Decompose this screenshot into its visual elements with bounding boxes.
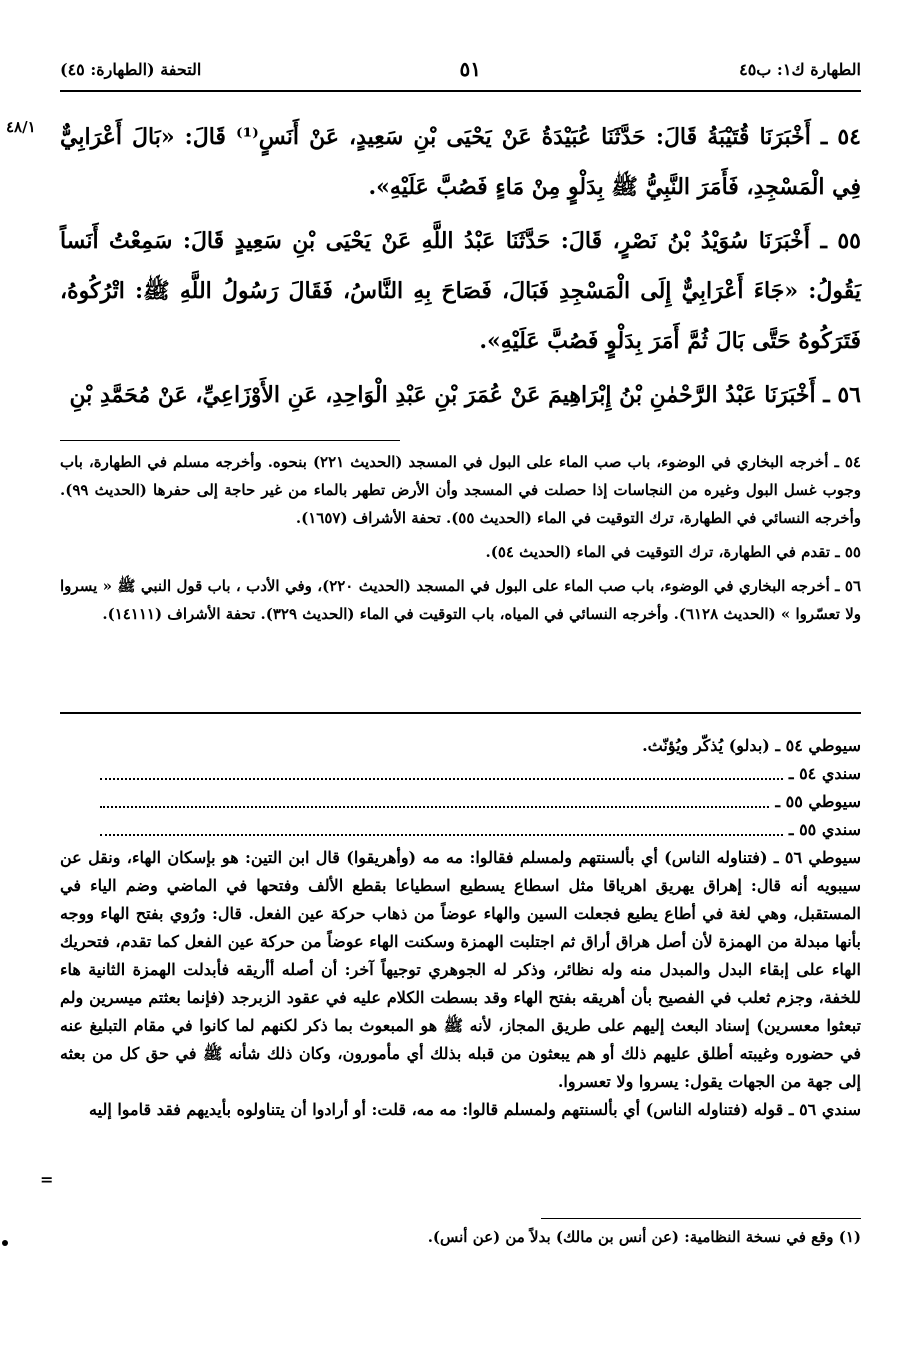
sindi-54: سندي ٥٤ ـ <box>788 764 861 783</box>
continuation-mark: = <box>40 1170 54 1189</box>
header-chapter: الطهارة ك١: ب٤٥ <box>739 59 861 79</box>
notes-rule <box>60 440 400 441</box>
note-56: ٥٦ ـ أخرجه البخاري في الوضوء، باب صب الماء على البول في المسجد (الحديث ٢٢٠)، وفي الأدب ، باب قول النبي ﷺ « يسروا ولا تعسّروا » (الحديث ٦١٢٨). وأخرجه النسائي في المياه، باب التوقيت في الماء (الحديث ٣٢٩). تحفة الأشراف (١٤١١١). <box>60 577 862 623</box>
hadith-54: ٥٤ ـ أَخْبَرَنَا قُتَيْبَةُ قَالَ: حَدَّثَنَا عُبَيْدَةُ عَنْ يَحْيَى بْنِ سَعِيدٍ، عَنْ أَنَسٍ⁽¹⁾ قَالَ: «بَالَ أَعْرَابِيٌّ فِي الْمَسْجِدِ، فَأَمَرَ النَّبِيُّ ﷺ بِدَلْوٍ مِنْ مَاءٍ فَصُبَّ عَلَيْهِ». <box>60 124 861 200</box>
suyuti-56: سيوطي ٥٦ ـ (فتناوله الناس) أي بألسنتهم ولمسلم فقالوا: مه مه (وأهريقوا) قال ابن التين: هو بإسكان الهاء، ونقل عن سيبويه أنه قال: إهراق يهريق اهرياقا مثل اسطاع يسطيع اسطياعا بقطع الألف وفتحها في الماضي وضم الياء في المستقبل، وهي لغة في أطاع يطيع فجعلت السين والهاء عوضاً من ذهاب حركة عين الفعل. قال: ورُوي بفتح الهاء ووجه بأنها مبدلة من الهمزة لأن أصل هراق أراق ثم اجتلبت الهمزة وسكنت الهاء عوضاً من حركة عين الفعل كما تقدم، فتحريك الهاء على إبقاء البدل والمبدل منه وله نظائر، وذكر له الجوهري توجيهاً آخر: أن أصله أأريقه فأبدلت الهمزة الثانية هاء للخفة، وجزم ثعلب في الفصيح بأن أهريقه بفتح الهاء وقد بسطت الكلام عليه في عقود الزبرجد (فإنما بعثتم ميسرين ولم تبعثوا معسرين) إسناد البعث إليهم على طريق المجاز، لأنه ﷺ هو المبعوث بما ذكر لكنهم لما كانوا في مقام التبليغ عنه في حضوره وغيبته أطلق عليهم ذلك أو هم يبعثون من قبله بذلك أي مأمورون، وكان ذلك شأنه ﷺ في حق كل من بعثه إلى جهة من الجهات يقول: يسروا ولا تعسروا. <box>60 848 862 1091</box>
sindi-55-row <box>60 816 861 844</box>
takhrij-notes <box>60 448 861 634</box>
margin-volume-page: ٤٨/١ <box>6 118 36 136</box>
page-number: ٥١ <box>459 57 481 81</box>
suyuti-55: سيوطي ٥٥ ـ <box>775 792 861 811</box>
sindi-56: سندي ٥٦ ـ قوله (فتناوله الناس) أي بألسنتهم ولمسلم قالوا: مه مه، قلت: أو أرادوا أن يتناولوه بأيديهم فقد قاموا إليه <box>89 1100 861 1119</box>
suyuti-54: سيوطي ٥٤ ـ (بدلو) يُذكّر ويُؤنّث. <box>642 736 861 755</box>
sindi-54-row <box>60 760 861 788</box>
footnote-rule <box>541 1218 861 1219</box>
hadith-55: ٥٥ ـ أَخْبَرَنَا سُوَيْدُ بْنُ نَصْرٍ، قَالَ: حَدَّثَنَا عَبْدُ اللَّهِ عَنْ يَحْيَى بْنِ سَعِيدٍ قَالَ: سَمِعْتُ أَنَساً يَقُولُ: «جَاءَ أَعْرَابِيٌّ إِلَى الْمَسْجِدِ فَبَالَ، فَصَاحَ بِهِ النَّاسُ، فَقَالَ رَسُولُ اللَّهِ ﷺ: اتْرُكُوهُ، فَتَرَكُوهُ حَتَّى بَالَ ثُمَّ أَمَرَ بِدَلْوٍ فَصُبَّ عَلَيْهِ». <box>60 228 861 354</box>
margin-dot <box>2 1240 8 1246</box>
suyuti-55-row <box>60 788 861 816</box>
header-rule <box>60 90 861 92</box>
hadith-56: ٥٦ ـ أَخْبَرَنَا عَبْدُ الرَّحْمٰنِ بْنُ إِبْرَاهِيمَ عَنْ عُمَرَ بْنِ عَبْدِ الْوَاحِدِ، عَنِ الأَوْزَاعِيِّ، عَنْ مُحَمَّدِ بْنِ <box>69 382 861 408</box>
sindi-55: سندي ٥٥ ـ <box>788 820 861 839</box>
note-54: ٥٤ ـ أخرجه البخاري في الوضوء، باب صب الماء على البول في المسجد (الحديث ٢٢١) بنحوه. وأخرجه مسلم في الطهارة، باب وجوب غسل البول وغيره من النجاسات إذا حصلت في المسجد وأن الأرض تطهر بالماء من غير حاجة إلى حفرها (الحديث ٩٩). وأخرجه النسائي في الطهارة، ترك التوقيت في الماء (الحديث ٥٥). تحفة الأشراف (١٦٥٧). <box>60 453 861 527</box>
commentary-rule <box>60 712 861 714</box>
note-55: ٥٥ ـ تقدم في الطهارة، ترك التوقيت في الماء (الحديث ٥٤). <box>485 543 861 561</box>
commentary-section <box>60 732 861 1124</box>
header-tuhfa-ref: التحفة (الطهارة: ٤٥) <box>60 59 202 79</box>
footnote: (١) وقع في نسخة النظامية: (عن أنس بن مالك) بدلاً من (عن أنس). <box>427 1228 861 1246</box>
running-header <box>60 52 861 86</box>
